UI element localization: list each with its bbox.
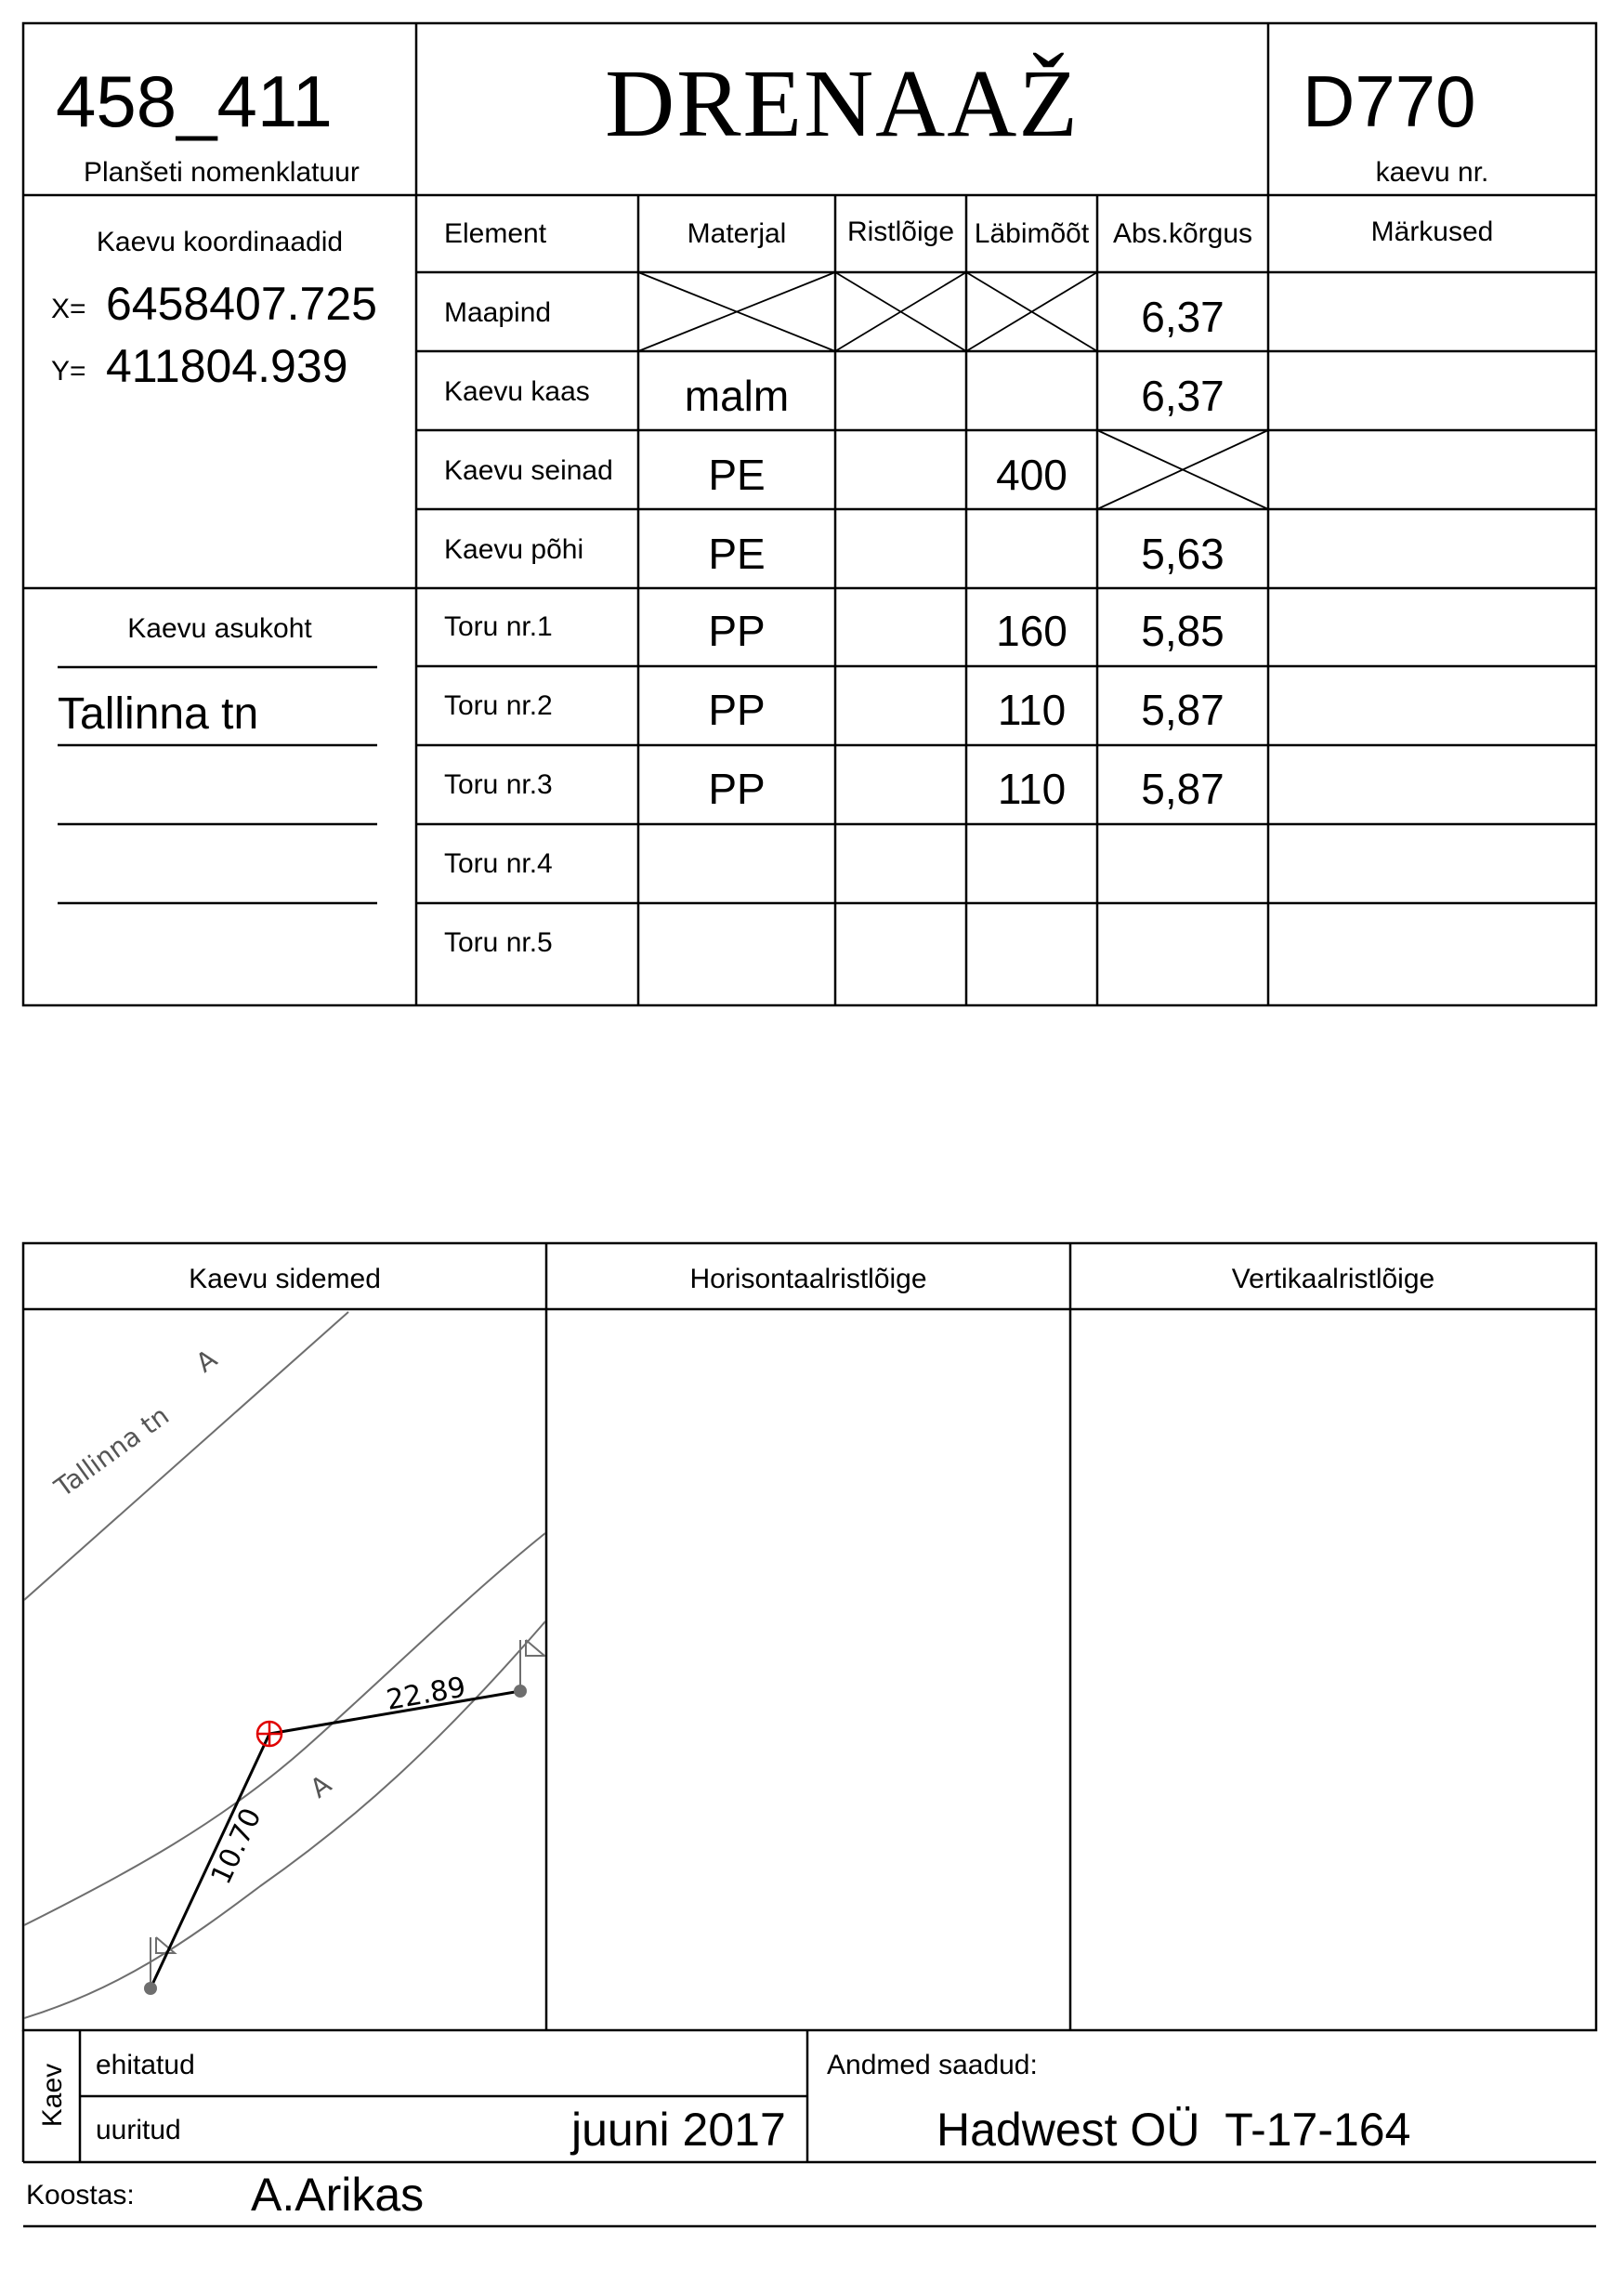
col-header-material: Materjal — [687, 218, 787, 249]
row-height: 6,37 — [1141, 293, 1225, 341]
survey-mark-right-flag — [520, 1640, 544, 1691]
data-source-label: Andmed saadud: — [827, 2050, 1038, 2080]
sketch-col-vertical: Vertikaalristlõige — [1231, 1264, 1435, 1294]
row-element: Kaevu seinad — [444, 455, 613, 486]
zone-label-top: A — [190, 1343, 223, 1379]
page-title: DRENAAŽ — [605, 50, 1080, 157]
side-label: Kaev — [37, 2063, 68, 2128]
col-header-element: Element — [444, 218, 547, 249]
row-element: Toru nr.4 — [444, 848, 553, 879]
row-diameter: 400 — [996, 451, 1067, 499]
row-material: PP — [708, 607, 766, 655]
sheet-number: 458_411 — [56, 60, 333, 142]
coordinates-heading: Kaevu koordinaadid — [96, 227, 344, 257]
well-symbol-icon — [257, 1722, 282, 1746]
tie-distance-left: 10.70 — [204, 1803, 268, 1890]
row-height: 5,63 — [1141, 530, 1225, 578]
survey-point-right — [514, 1685, 527, 1698]
author-name: A.Arikas — [251, 2169, 425, 2221]
row-diameter: 160 — [996, 607, 1067, 655]
sketch-col-horizontal: Horisontaalristlõige — [689, 1264, 927, 1294]
row-element: Maapind — [444, 297, 552, 328]
row-material: PP — [708, 686, 766, 734]
row-element: Kaevu kaas — [444, 376, 590, 407]
col-header-diameter: Läbimõõt — [974, 218, 1090, 249]
row-element: Toru nr.1 — [444, 611, 553, 642]
row-element: Toru nr.3 — [444, 769, 553, 800]
well-caption: kaevu nr. — [1375, 157, 1489, 188]
road-edge-upper — [24, 1533, 545, 1925]
y-label: Y= — [51, 356, 86, 387]
row-material: PE — [708, 451, 766, 499]
well-number: D770 — [1303, 60, 1476, 142]
row-element: Toru nr.2 — [444, 690, 553, 721]
x-label: X= — [51, 294, 86, 324]
col-header-notes: Märkused — [1370, 216, 1494, 247]
col-header-cross-section: Ristlõige — [846, 216, 955, 247]
row-diameter: 110 — [997, 686, 1067, 734]
y-coordinate: 411804.939 — [106, 340, 348, 392]
row-element: Toru nr.5 — [444, 927, 553, 958]
road-edge-lower — [24, 1621, 545, 2018]
location-heading: Kaevu asukoht — [127, 613, 312, 644]
tie-line-left — [151, 1734, 269, 1988]
street-edge-line — [24, 1312, 348, 1600]
zone-label-mid: A — [304, 1768, 337, 1804]
data-source: Hadwest OÜ T-17-164 — [936, 2104, 1411, 2156]
row-height: 6,37 — [1141, 372, 1225, 420]
built-label: ehitatud — [96, 2050, 195, 2080]
location-street: Tallinna tn — [58, 689, 259, 739]
row-material: PE — [708, 530, 766, 578]
row-diameter: 110 — [997, 765, 1067, 813]
row-material: malm — [684, 372, 790, 420]
survey-point-left — [144, 1982, 157, 1995]
surveyed-label: uuritud — [96, 2115, 181, 2145]
row-material: PP — [708, 765, 766, 813]
tie-distance-right: 22.89 — [384, 1671, 468, 1717]
row-height: 5,87 — [1141, 765, 1225, 813]
sheet-caption: Planšeti nomenklatuur — [84, 157, 360, 188]
author-label: Koostas: — [26, 2180, 135, 2210]
surveyed-date: juuni 2017 — [571, 2104, 786, 2156]
col-header-abs-height: Abs.kõrgus — [1112, 218, 1253, 249]
row-height: 5,85 — [1141, 607, 1225, 655]
sketch-col-ties: Kaevu sidemed — [189, 1264, 381, 1294]
street-sketch-label: Tallinna tn — [48, 1399, 176, 1503]
row-height: 5,87 — [1141, 686, 1225, 734]
x-coordinate: 6458407.725 — [106, 278, 377, 330]
row-element: Kaevu põhi — [444, 534, 584, 565]
